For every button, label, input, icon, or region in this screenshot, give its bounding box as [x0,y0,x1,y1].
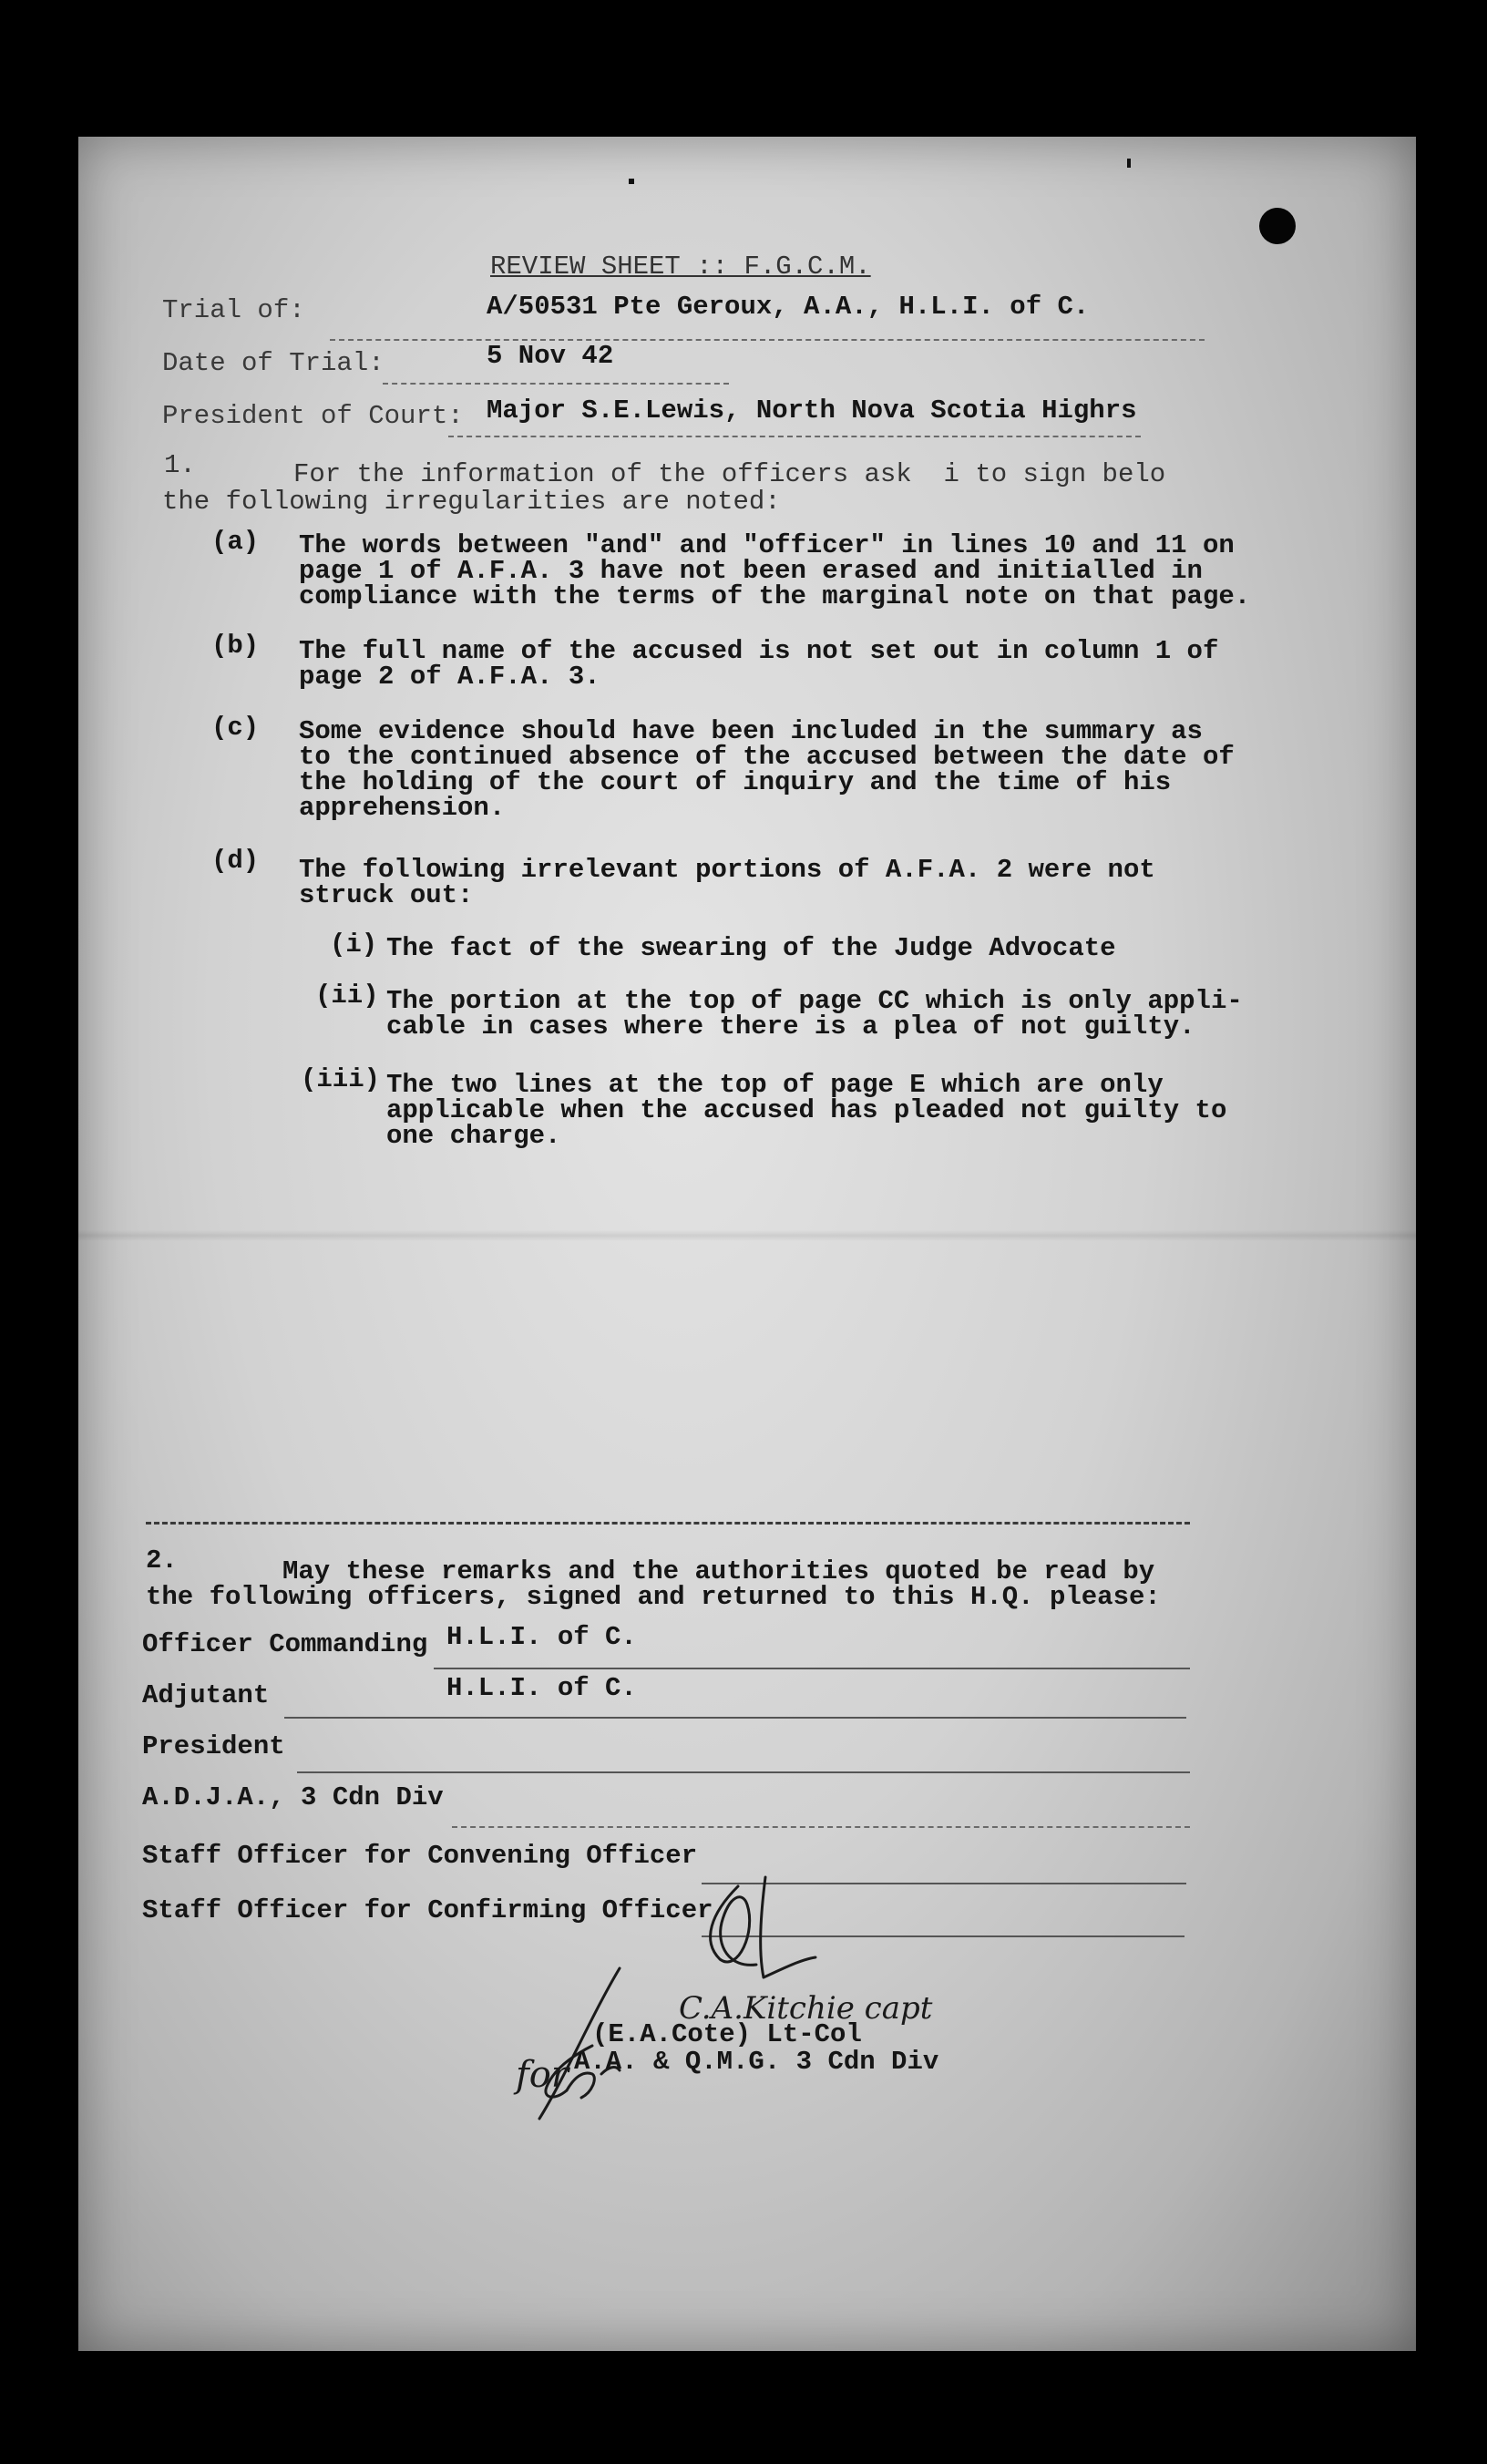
item-a-text: page 1 of A.F.A. 3 have not been erased and initialled in [299,556,1203,586]
adja-line [452,1826,1190,1828]
item-b-text: page 2 of A.F.A. 3. [299,662,600,692]
item-a-text: compliance with the terms of the marginal note on that page. [299,581,1251,611]
adjutant-label: Adjutant [142,1680,270,1710]
punch-hole [1259,208,1296,244]
date-of-trial-line [383,383,729,385]
handwritten-name: C.A.Kitchie capt [679,1990,933,2027]
section-1-intro: For the information of the officers ask i to sign belo [293,459,1166,489]
date-of-trial-label: Date of Trial: [162,348,385,378]
president-line [297,1771,1190,1773]
subitem-iii-text: one charge. [386,1121,561,1151]
staff-confirming-label: Staff Officer for Confirming Officer [142,1895,713,1925]
item-a-text: The words between "and" and "officer" in lines 10 and 11 on [299,530,1235,560]
president-line [448,436,1141,437]
page-title: REVIEW SHEET :: F.G.C.M. [490,252,871,282]
ink-speck [1127,159,1131,168]
paper-fold [78,1230,1416,1241]
item-a-label: (a) [211,527,260,557]
subitem-i-label: (i) [330,929,378,960]
section-2-intro: the following officers, signed and returned to this H.Q. please: [146,1582,1161,1612]
subitem-ii-text: The portion at the top of page CC which is only appli- [386,986,1243,1016]
section-1-intro: the following irregularities are noted: [162,487,781,517]
adjutant-value: H.L.I. of C. [446,1673,637,1703]
ink-speck [629,179,634,184]
signatory-name: (E.A.Cote) Lt-Col [592,2019,862,2049]
item-d-text: struck out: [299,880,474,910]
item-b-text: The full name of the accused is not set out in column 1 of [299,636,1219,666]
subitem-iii-label: (iii) [301,1064,381,1094]
trial-of-line [330,339,1205,341]
trial-of-label: Trial of: [162,295,305,325]
section-1-number: 1. [164,450,196,480]
section-divider [146,1522,1190,1525]
subitem-iii-text: applicable when the accused has pleaded not guilty to [386,1095,1227,1125]
item-c-text: to the continued absence of the accused between the date of [299,742,1235,772]
section-2-number: 2. [146,1545,178,1576]
subitem-ii-text: cable in cases where there is a plea of not guilty. [386,1011,1195,1042]
staff-convening-label: Staff Officer for Convening Officer [142,1841,698,1871]
adjutant-line [284,1717,1186,1719]
president-of-court-value: Major S.E.Lewis, North Nova Scotia Highrs [487,395,1137,426]
subitem-ii-label: (ii) [315,980,379,1011]
item-d-label: (d) [211,846,260,876]
trial-of-value: A/50531 Pte Geroux, A.A., H.L.I. of C. [487,292,1090,322]
date-of-trial-value: 5 Nov 42 [487,341,614,371]
item-c-text: Some evidence should have been included in the summary as [299,716,1203,746]
president-of-court-label: President of Court: [162,401,464,431]
item-b-label: (b) [211,631,260,661]
item-d-text: The following irrelevant portions of A.F.A. 2 were not [299,855,1155,885]
adja-label: A.D.J.A., 3 Cdn Div [142,1782,444,1812]
for-label: for [516,2054,569,2096]
item-c-label: (c) [211,713,260,743]
subitem-iii-text: The two lines at the top of page E which are only [386,1070,1164,1100]
officer-commanding-value: H.L.I. of C. [446,1622,637,1652]
officer-commanding-line [434,1668,1190,1669]
officer-commanding-label: Officer Commanding [142,1629,428,1659]
subitem-i-text: The fact of the swearing of the Judge Advocate [386,933,1116,963]
signatory-title: A.A. & Q.M.G. 3 Cdn Div [574,2047,939,2077]
item-c-text: apprehension. [299,793,506,823]
item-c-text: the holding of the court of inquiry and the time of his [299,767,1172,797]
president-label: President [142,1731,285,1761]
section-2-intro: May these remarks and the authorities quoted be read by [282,1556,1155,1586]
